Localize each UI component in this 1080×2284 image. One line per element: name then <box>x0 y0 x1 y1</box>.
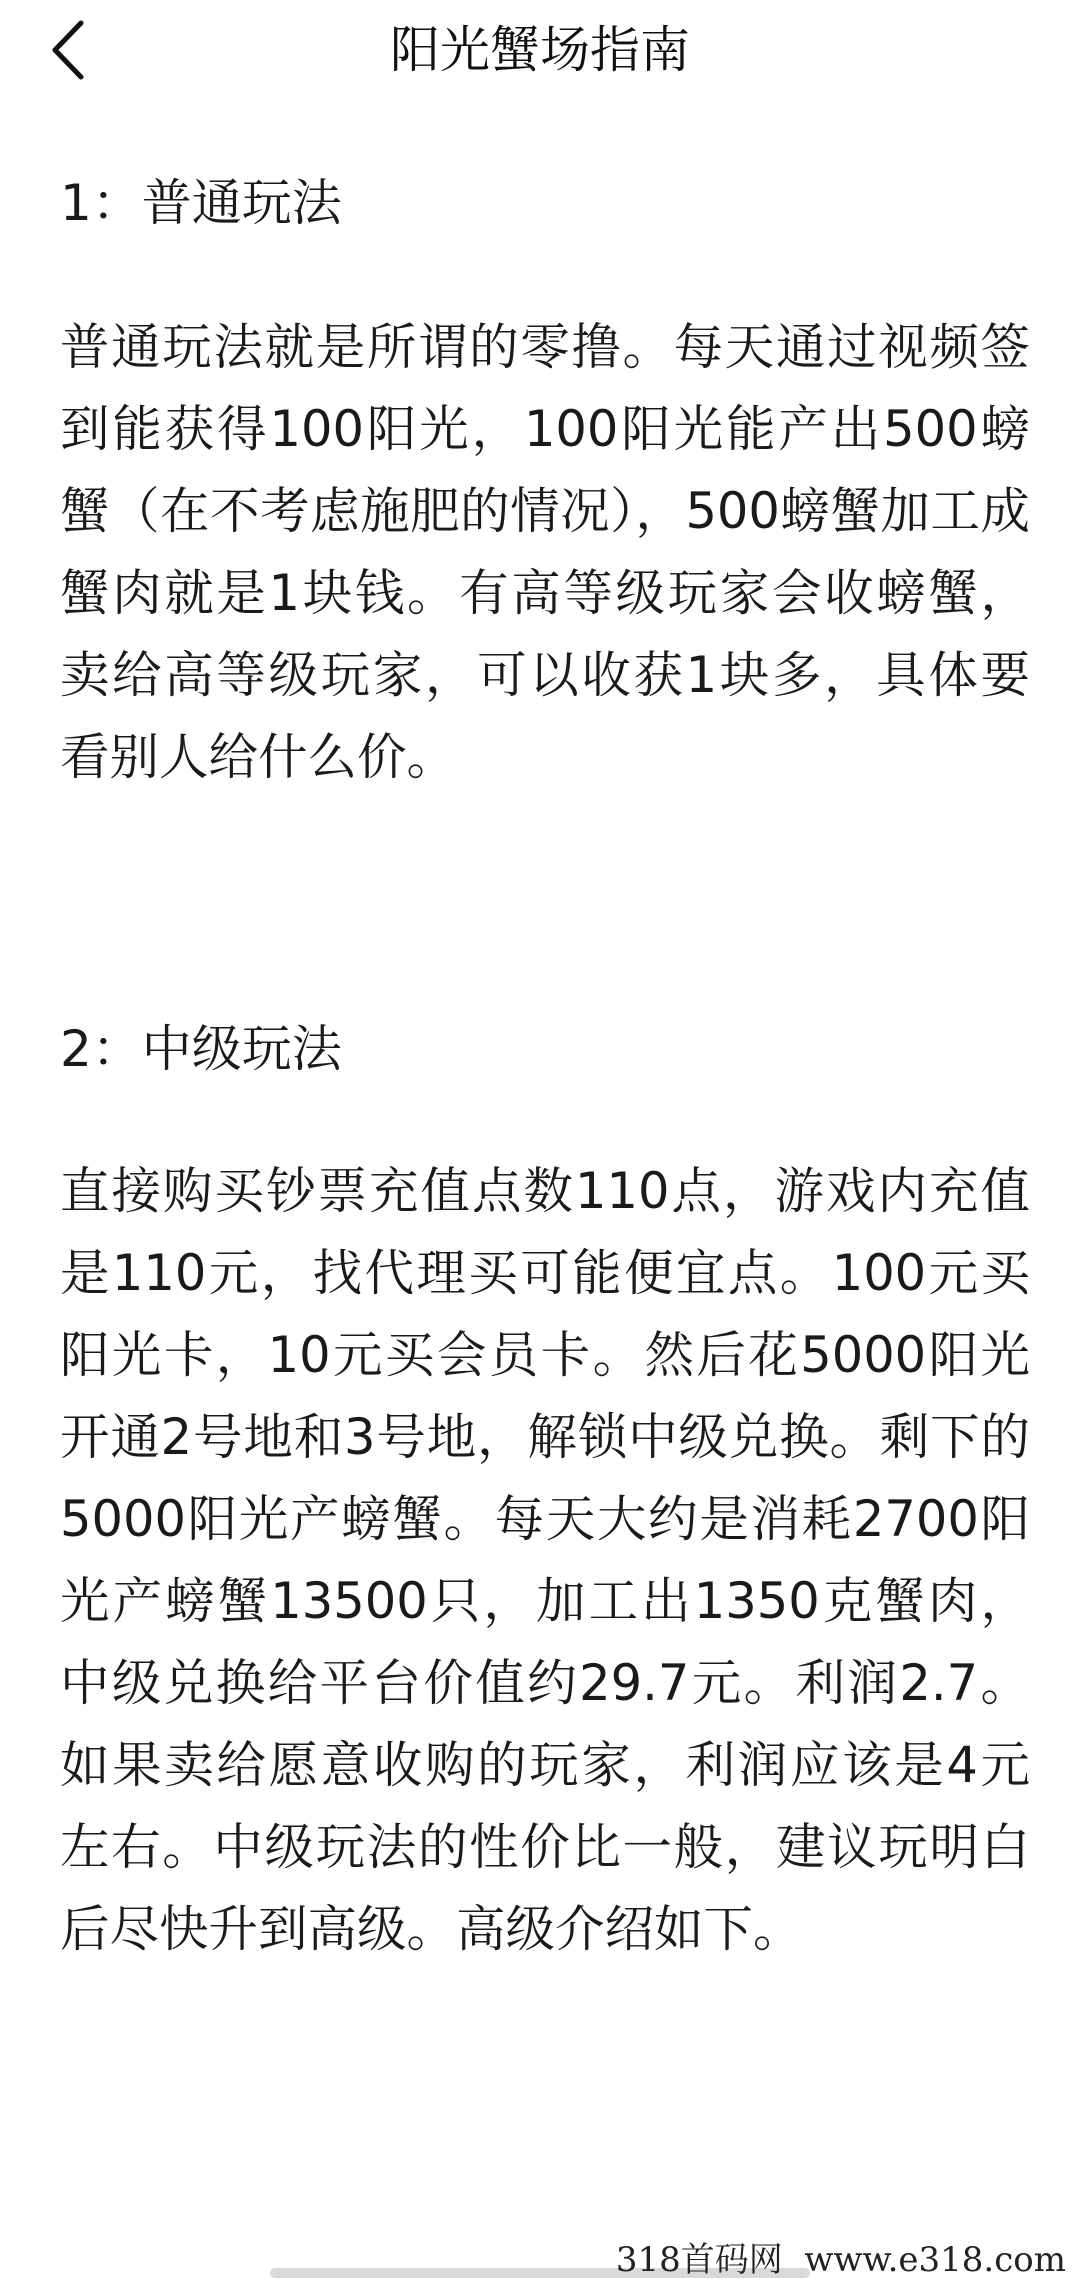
back-button[interactable] <box>38 12 98 88</box>
chevron-left-icon <box>48 19 88 81</box>
section-heading-intermediate: 2：中级玩法 <box>60 1020 342 1078</box>
section-body-basic: 普通玩法就是所谓的零撸。每天通过视频签到能获得100阳光，100阳光能产出500螃蟹（在不考虑施肥的情况），500螃蟹加工成蟹肉就是1块钱。有高等级玩家会收螃蟹，卖给高等级玩家，可以收获1块多，具体要看别人给什么价。 <box>60 318 1030 786</box>
watermark: 318首码网 www.e318.com <box>615 2240 1066 2280</box>
page-title: 阳光蟹场指南 <box>390 21 690 79</box>
section-heading-basic: 1：普通玩法 <box>60 174 342 232</box>
section-body-intermediate: 直接购买钞票充值点数110点，游戏内充值是110元，找代理买可能便宜点。100元买阳光卡，10元买会员卡。然后花5000阳光开通2号地和3号地，解锁中级兑换。剩下的5000阳光产螃蟹。每天大约是消耗2700阳光产螃蟹13500只，加工出1350克蟹肉，中级兑换给平台价值约29.7元。利润2.7。如果卖给愿意收购的玩家，利润应该是4元左右。中级玩法的性价比一般，建议玩明白后尽快升到高级。高级介绍如下。 <box>60 1162 1030 1958</box>
navigation-bar <box>0 0 1080 100</box>
article-content <box>60 160 1030 1970</box>
